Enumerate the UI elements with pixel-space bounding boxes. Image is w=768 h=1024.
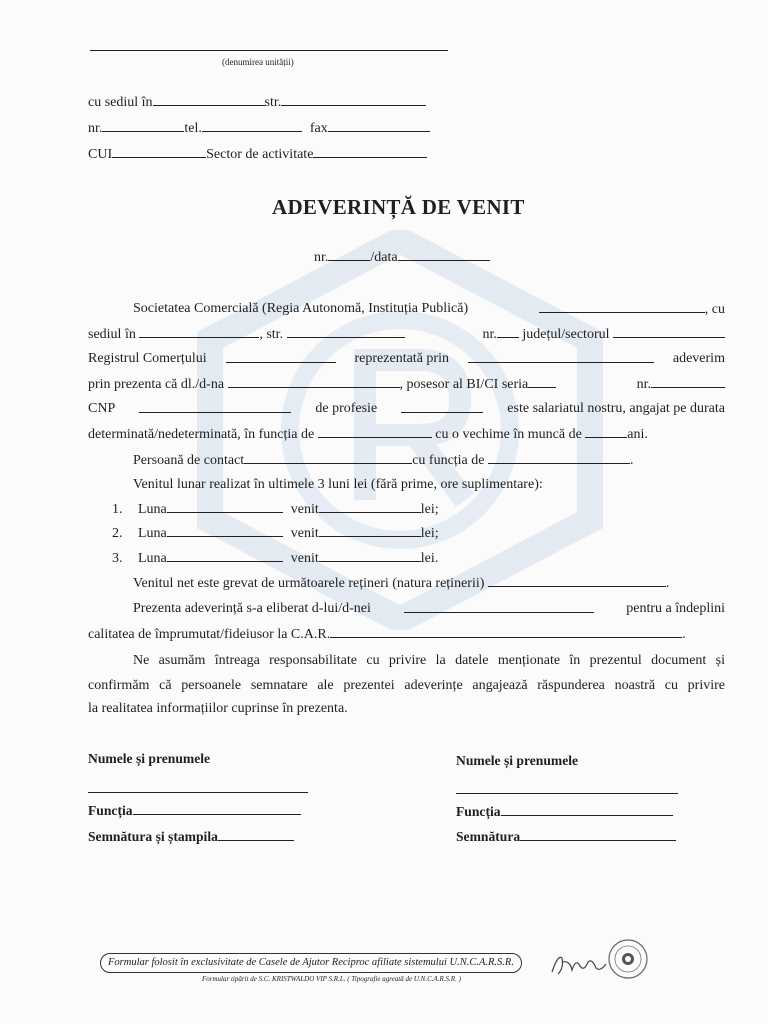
deductions-text: Venitul net este grevat de următoarele rețineri (natura reținerii) <box>133 576 485 591</box>
income-label: venit <box>290 551 319 566</box>
registry-field[interactable] <box>226 350 336 363</box>
month-field[interactable] <box>167 524 283 537</box>
adeverim-text: adeverim <box>672 351 725 366</box>
header-address-row <box>88 93 426 112</box>
left-function-field[interactable] <box>133 802 301 815</box>
company-type-text: Societatea Comercială (Regia Autonomă, Instituția Publică) <box>133 301 469 316</box>
unit-name-line <box>90 50 448 51</box>
cnp-field[interactable] <box>139 400 291 413</box>
contact-function-field[interactable] <box>488 451 630 464</box>
left-function-label: Funcția <box>88 803 133 818</box>
county-text: județul/sectorul <box>522 327 610 342</box>
left-signature-field[interactable] <box>218 828 294 841</box>
cnp-text: CNP <box>88 401 116 416</box>
purpose-text: pentru a îndeplini <box>626 601 725 616</box>
company-street-field[interactable] <box>287 325 405 338</box>
nr-label: nr. <box>88 121 103 136</box>
number-date-row <box>314 248 490 267</box>
car-field[interactable] <box>330 625 682 638</box>
nr-text: nr. <box>482 327 497 342</box>
cui-label: CUI <box>88 147 113 162</box>
contact-function-text: cu funcția de <box>412 453 485 468</box>
profession-text: de profesie <box>315 401 378 416</box>
footer-notice: Formular folosit în exclusivitate de Casele de Ajutor Reciproc afiliate sistemului U.N.C.A.R.S.R. <box>100 953 522 973</box>
date-label: /data <box>370 250 398 265</box>
lei-label: lei; <box>420 502 439 517</box>
paragraph1-line6 <box>88 425 648 444</box>
sector-label: Sector de activitate <box>206 147 314 162</box>
fax-label: fax <box>309 121 328 136</box>
responsibility-line3: la realitatea informațiilor cuprinse în prezenta. <box>88 701 348 716</box>
month-label: Luna <box>138 502 167 517</box>
income-label: venit <box>290 502 319 517</box>
contact-person-text: Persoană de contact <box>133 453 245 468</box>
month-field[interactable] <box>167 500 283 513</box>
month-row-3 <box>112 549 438 568</box>
str-text: , str. <box>259 327 284 342</box>
id-series-field[interactable] <box>528 375 556 388</box>
number-label: nr. <box>314 250 329 265</box>
salaried-text: este salariatul nostru, angajat pe durata <box>507 401 725 416</box>
fax-field[interactable] <box>328 119 430 132</box>
income-intro: Venitul lunar realizat în ultimele 3 luni lei (fără prime, ore suplimentare): <box>133 477 543 492</box>
company-seat-field[interactable] <box>139 325 259 338</box>
paragraph1-line2 <box>88 325 725 344</box>
position-text: determinată/nedeterminată, în funcția de <box>88 427 315 442</box>
right-signature-label: Semnătura <box>456 829 521 844</box>
printer-notice: Formular tipărit de S.C. KRISTWALDO VIP S.R.L. ( Tipografie agreată de U.N.C.A.R.S.R. ) <box>202 975 461 983</box>
cui-field[interactable] <box>112 145 206 158</box>
county-field[interactable] <box>613 325 725 338</box>
represented-text: reprezentată prin <box>354 351 449 366</box>
income-field[interactable] <box>319 500 421 513</box>
car-row: calitatea de împrumutat/fideiusor la C.A.R. . <box>88 627 686 642</box>
street-field[interactable] <box>281 93 426 106</box>
sediu-label: cu sediul în <box>88 95 153 110</box>
month-number: 3. <box>112 551 123 566</box>
cu-text: , cu <box>704 302 725 317</box>
responsibility-line1: Ne asumăm întreaga responsabilitate cu privire la datele menționate în prezentul document și <box>133 653 725 668</box>
lei-label: lei. <box>420 551 439 566</box>
stamp-seal-icon <box>606 937 650 981</box>
employee-text: prin prezenta că dl./d-na <box>88 377 225 392</box>
company-name-field[interactable] <box>539 300 705 313</box>
company-nr-field[interactable] <box>497 325 519 338</box>
deductions-row: Venitul net este grevat de următoarele rețineri (natura reținerii) . <box>133 576 670 591</box>
number-field[interactable] <box>328 248 370 261</box>
profession-field[interactable] <box>401 400 483 413</box>
left-name-line <box>88 792 308 793</box>
handwritten-signature-icon <box>548 948 610 980</box>
paragraph1-line1 <box>133 300 725 319</box>
left-signature-row <box>88 828 294 846</box>
left-name-label: Numele și prenumele <box>88 751 211 766</box>
responsibility-line2: confirmăm că persoanele semnatare ale prezentei adeverințe angajează răspunderea noastră cu privire <box>88 678 725 693</box>
month-label: Luna <box>138 526 167 541</box>
lei-label: lei; <box>420 526 439 541</box>
income-label: venit <box>290 526 319 541</box>
month-number: 2. <box>112 526 123 541</box>
income-field[interactable] <box>319 524 421 537</box>
car-text: calitatea de împrumutat/fideiusor la C.A.R. <box>88 627 331 642</box>
sediul-text: sediul în <box>88 327 136 342</box>
paragraph1-line3 <box>88 350 725 368</box>
deductions-field[interactable] <box>488 574 666 587</box>
month-label: Luna <box>138 551 167 566</box>
id-series-text: , posesor al BI/CI seria <box>399 377 529 392</box>
right-function-row <box>456 803 673 821</box>
str-label: str. <box>264 95 282 110</box>
month-row-2 <box>112 524 439 543</box>
right-signature-row <box>456 828 676 846</box>
document-title: ADEVERINȚĂ DE VENIT <box>272 195 525 219</box>
nr-field[interactable] <box>102 119 184 132</box>
registry-text: Registrul Comerțului <box>88 351 207 366</box>
left-signature-label: Semnătura și ștampila <box>88 829 218 844</box>
right-function-label: Funcția <box>456 804 501 819</box>
contact-row: Persoană de contact cu funcția de . <box>133 453 634 468</box>
id-nr-text: nr. <box>636 377 651 392</box>
left-function-row <box>88 802 301 820</box>
employee-name-field[interactable] <box>228 375 400 388</box>
issued-to-text: Prezenta adeverință s-a eliberat d-lui/d-nei <box>133 601 371 616</box>
issued-to-field[interactable] <box>404 600 594 613</box>
right-name-line <box>456 793 678 794</box>
unit-name-caption: (denumirea unității) <box>222 57 294 67</box>
ani-text: ani. <box>627 427 648 442</box>
date-field[interactable] <box>398 248 490 261</box>
paragraph1-line4 <box>88 375 725 394</box>
paragraph1-line5 <box>88 400 725 418</box>
month-field[interactable] <box>167 549 283 562</box>
header-contact-row <box>88 119 430 138</box>
right-signature-field[interactable] <box>520 828 676 841</box>
month-number: 1. <box>112 502 123 517</box>
position-field[interactable] <box>318 425 432 438</box>
issued-row <box>133 600 725 618</box>
sector-field[interactable] <box>313 145 427 158</box>
tel-label: tel. <box>184 121 202 136</box>
representative-field[interactable] <box>468 350 654 363</box>
header-cui-row <box>88 145 427 164</box>
seniority-text: cu o vechime în muncă de <box>435 427 582 442</box>
tel-field[interactable] <box>202 119 302 132</box>
right-name-label: Numele și prenumele <box>456 753 579 768</box>
month-row-1 <box>112 500 439 519</box>
seniority-field[interactable] <box>585 425 627 438</box>
contact-person-field[interactable] <box>244 451 412 464</box>
id-nr-field[interactable] <box>651 375 725 388</box>
sediu-field[interactable] <box>153 93 265 106</box>
right-function-field[interactable] <box>501 803 673 816</box>
income-field[interactable] <box>319 549 421 562</box>
